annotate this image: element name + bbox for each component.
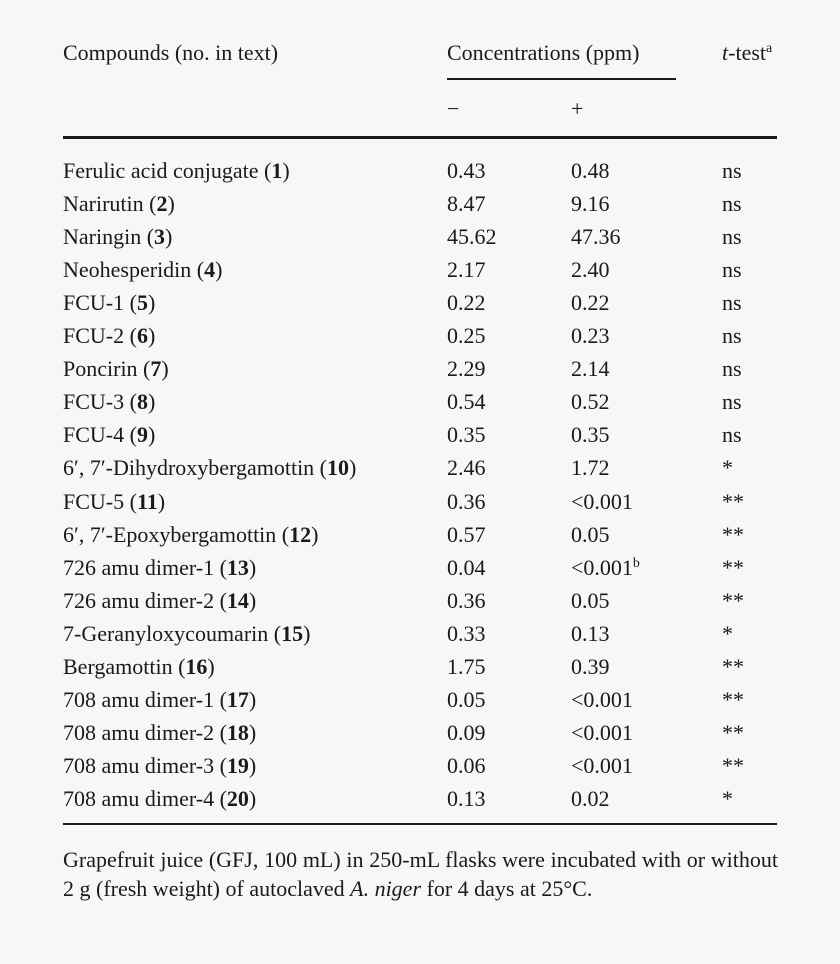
ttest-value — [722, 160, 742, 182]
plus-value-value: 0.52 — [571, 389, 610, 414]
minus-value — [447, 160, 486, 182]
compound-number: 5 — [136, 290, 148, 315]
plus-value-value: <0.001 — [571, 687, 633, 712]
compound-number: 13 — [226, 555, 249, 580]
minus-value — [447, 722, 486, 744]
plus-value-value: 0.35 — [571, 422, 610, 447]
ttest-value — [722, 226, 742, 248]
ttest-value-value: * — [722, 621, 733, 646]
compound-number: 12 — [289, 522, 312, 547]
compound-close: ) — [248, 687, 257, 712]
compound-close: ) — [248, 720, 257, 745]
compound-label: Ferulic acid conjugate ( — [63, 158, 272, 183]
plus-value-value: 0.39 — [571, 654, 610, 679]
compound-name — [63, 689, 256, 711]
minus-value-value: 0.54 — [447, 389, 486, 414]
ttest-value-value: * — [722, 786, 733, 811]
ttest-value-value: ns — [722, 257, 742, 282]
ttest-value — [722, 491, 744, 513]
ttest-value-value: ns — [722, 422, 742, 447]
compound-close: ) — [215, 257, 223, 282]
compound-name — [63, 325, 155, 347]
ttest-value-value: ns — [722, 389, 742, 414]
header-ttest — [722, 42, 772, 64]
minus-value-value: 0.04 — [447, 555, 486, 580]
plus-value — [571, 557, 640, 579]
plus-value-value: 2.40 — [571, 257, 610, 282]
minus-value-value: 0.57 — [447, 522, 486, 547]
plus-value-value: 2.14 — [571, 356, 610, 381]
plus-footnote-mark: b — [632, 556, 640, 571]
compound-label: 708 amu dimer-4 ( — [63, 786, 227, 811]
plus-value — [571, 292, 610, 314]
minus-value — [447, 590, 486, 612]
compound-close: ) — [165, 224, 173, 249]
header-ttest-sup: a — [766, 41, 773, 56]
plus-value-value: 0.23 — [571, 323, 610, 348]
ttest-value — [722, 391, 742, 413]
ttest-value — [722, 325, 742, 347]
minus-value-value: 0.36 — [447, 588, 486, 613]
compound-name — [63, 623, 310, 645]
header-concentrations: Concentrations (ppm) — [447, 40, 640, 65]
minus-value-value: 0.06 — [447, 753, 486, 778]
compound-number: 14 — [226, 588, 249, 613]
ttest-value — [722, 358, 742, 380]
ttest-value — [722, 623, 733, 645]
compound-number: 16 — [185, 654, 208, 679]
minus-value-value: 1.75 — [447, 654, 486, 679]
compound-label: 7-Geranyloxycoumarin ( — [63, 621, 282, 646]
header-rule — [63, 136, 777, 139]
compound-label: 6′, 7′-Epoxybergamottin ( — [63, 522, 290, 547]
ttest-value-value: ns — [722, 191, 742, 216]
minus-value — [447, 193, 486, 215]
compound-close: ) — [248, 588, 257, 613]
compound-name — [63, 491, 165, 513]
compound-number: 15 — [281, 621, 304, 646]
compound-name — [63, 193, 175, 215]
minus-value-value: 0.13 — [447, 786, 486, 811]
ttest-value — [722, 457, 733, 479]
plus-value — [571, 491, 633, 513]
minus-value — [447, 755, 486, 777]
compound-number: 6 — [136, 323, 148, 348]
minus-value — [447, 623, 486, 645]
compound-close: ) — [157, 489, 166, 514]
plus-value-value: 1.72 — [571, 455, 610, 480]
plus-value-value: 9.16 — [571, 191, 610, 216]
compound-label: 708 amu dimer-3 ( — [63, 753, 227, 778]
ttest-value-value: ns — [722, 356, 742, 381]
header-ttest-italic: t — [722, 40, 729, 65]
compound-label: FCU-2 ( — [63, 323, 137, 348]
plus-value-value: 0.05 — [571, 522, 610, 547]
compound-label: 6′, 7′-Dihydroxybergamottin ( — [63, 455, 328, 480]
header-ttest-rest: -test — [728, 40, 767, 65]
compound-label: FCU-5 ( — [63, 489, 137, 514]
compound-name — [63, 722, 256, 744]
ttest-value — [722, 656, 744, 678]
ttest-value — [722, 292, 742, 314]
ttest-value — [722, 524, 744, 546]
ttest-value-value: ** — [722, 687, 744, 712]
compound-close: ) — [248, 753, 257, 778]
compound-number: 7 — [150, 356, 162, 381]
compound-label: 708 amu dimer-2 ( — [63, 720, 227, 745]
header-minus: − — [447, 96, 460, 121]
plus-value-value: 0.02 — [571, 786, 610, 811]
plus-value-value: 47.36 — [571, 224, 621, 249]
plus-value — [571, 457, 610, 479]
compound-label: FCU-3 ( — [63, 389, 137, 414]
compound-name — [63, 524, 318, 546]
compound-name — [63, 160, 290, 182]
compound-name — [63, 292, 155, 314]
compound-close: ) — [311, 522, 319, 547]
plus-value — [571, 590, 610, 612]
ttest-value-value: ** — [722, 588, 744, 613]
compound-label: FCU-1 ( — [63, 290, 137, 315]
compound-label: 726 amu dimer-2 ( — [63, 588, 227, 613]
compound-number: 19 — [226, 753, 249, 778]
compound-name — [63, 391, 155, 413]
ttest-value — [722, 755, 744, 777]
plus-value-value: 0.05 — [571, 588, 610, 613]
minus-value — [447, 491, 486, 513]
minus-value — [447, 259, 486, 281]
minus-value-value: 0.09 — [447, 720, 486, 745]
compound-close: ) — [147, 290, 156, 315]
plus-value — [571, 325, 610, 347]
ttest-value — [722, 722, 744, 744]
ttest-value-value: ** — [722, 753, 744, 778]
plus-value-value: 0.13 — [571, 621, 610, 646]
footnote-part1: Grapefruit juice (GFJ, 100 mL) in 250-mL flasks were incubated with or without 2 g (fresh weight) of autoclaved — [63, 847, 778, 901]
compound-number: 20 — [226, 786, 249, 811]
compound-close: ) — [161, 356, 169, 381]
compound-number: 8 — [136, 389, 148, 414]
compound-number: 9 — [136, 422, 148, 447]
plus-value-value: <0.001 — [571, 489, 633, 514]
compound-name — [63, 788, 256, 810]
plus-value — [571, 755, 633, 777]
plus-value-value: <0.001 — [571, 753, 633, 778]
plus-value — [571, 226, 621, 248]
ttest-value — [722, 788, 733, 810]
minus-value-value: 0.22 — [447, 290, 486, 315]
compound-name — [63, 590, 256, 612]
minus-value-value: 8.47 — [447, 191, 486, 216]
plus-value — [571, 788, 610, 810]
header-compounds: Compounds (no. in text) — [63, 40, 279, 65]
compound-label: 726 amu dimer-1 ( — [63, 555, 227, 580]
minus-value — [447, 424, 486, 446]
plus-value — [571, 656, 610, 678]
minus-value-value: 45.62 — [447, 224, 497, 249]
minus-value — [447, 457, 486, 479]
compound-close: ) — [147, 389, 156, 414]
minus-value-value: 2.46 — [447, 455, 486, 480]
minus-value — [447, 524, 486, 546]
compound-name — [63, 424, 155, 446]
plus-value — [571, 623, 610, 645]
compound-close: ) — [207, 654, 215, 679]
minus-value — [447, 226, 497, 248]
minus-value — [447, 656, 486, 678]
compound-name — [63, 259, 222, 281]
ttest-value — [722, 689, 744, 711]
concentrations-underline — [447, 78, 676, 80]
compound-number: 11 — [136, 489, 158, 514]
minus-value — [447, 325, 486, 347]
plus-value — [571, 391, 610, 413]
ttest-value-value: ns — [722, 158, 742, 183]
compound-name — [63, 755, 256, 777]
minus-value — [447, 788, 486, 810]
plus-value — [571, 722, 633, 744]
compound-name — [63, 557, 256, 579]
compound-name — [63, 358, 169, 380]
compound-number: 2 — [156, 191, 168, 216]
compound-label: Neohesperidin ( — [63, 257, 205, 282]
ttest-value — [722, 193, 742, 215]
compound-label: Poncirin ( — [63, 356, 151, 381]
ttest-value-value: ns — [722, 290, 742, 315]
ttest-value — [722, 590, 744, 612]
ttest-value-value: ns — [722, 323, 742, 348]
ttest-value-value: ** — [722, 522, 744, 547]
minus-value — [447, 557, 486, 579]
compound-close: ) — [147, 422, 156, 447]
ttest-value — [722, 424, 742, 446]
plus-value — [571, 689, 633, 711]
minus-value-value: 2.29 — [447, 356, 486, 381]
plus-value — [571, 259, 610, 281]
minus-value-value: 0.33 — [447, 621, 486, 646]
compound-close: ) — [303, 621, 311, 646]
compound-close: ) — [248, 786, 257, 811]
plus-value — [571, 193, 610, 215]
minus-value — [447, 391, 486, 413]
footnote-species: A. niger — [350, 876, 422, 901]
minus-value-value: 0.36 — [447, 489, 486, 514]
plus-value — [571, 524, 610, 546]
ttest-value-value: ns — [722, 224, 742, 249]
bottom-rule — [63, 823, 777, 825]
minus-value-value: 2.17 — [447, 257, 486, 282]
compound-name — [63, 656, 215, 678]
minus-value-value: 0.35 — [447, 422, 486, 447]
compound-name — [63, 226, 172, 248]
plus-value — [571, 424, 610, 446]
plus-value-value: 0.48 — [571, 158, 610, 183]
compound-number: 10 — [327, 455, 350, 480]
minus-value — [447, 689, 486, 711]
compound-label: 708 amu dimer-1 ( — [63, 687, 227, 712]
plus-value — [571, 160, 610, 182]
minus-value — [447, 358, 486, 380]
compound-number: 4 — [204, 257, 216, 282]
compound-label: FCU-4 ( — [63, 422, 137, 447]
compound-close: ) — [349, 455, 357, 480]
plus-value-value: 0.22 — [571, 290, 610, 315]
compound-label: Bergamottin ( — [63, 654, 186, 679]
plus-value-value: <0.001 — [571, 555, 633, 580]
plus-value — [571, 358, 610, 380]
ttest-value — [722, 259, 742, 281]
footnote-part2: for 4 days at 25°C. — [421, 876, 593, 901]
header-plus: + — [571, 96, 584, 121]
compound-close: ) — [167, 191, 175, 216]
ttest-value-value: ** — [722, 654, 744, 679]
compound-number: 1 — [271, 158, 283, 183]
compound-number: 17 — [226, 687, 249, 712]
ttest-value — [722, 557, 744, 579]
plus-value-value: <0.001 — [571, 720, 633, 745]
compound-close: ) — [282, 158, 290, 183]
ttest-value-value: * — [722, 455, 733, 480]
compound-label: Narirutin ( — [63, 191, 157, 216]
compound-close: ) — [248, 555, 257, 580]
compound-name — [63, 457, 356, 479]
minus-value — [447, 292, 486, 314]
minus-value-value: 0.05 — [447, 687, 486, 712]
minus-value-value: 0.25 — [447, 323, 486, 348]
footnote — [63, 845, 778, 903]
ttest-value-value: ** — [722, 720, 744, 745]
ttest-value-value: ** — [722, 555, 744, 580]
compound-number: 3 — [154, 224, 166, 249]
minus-value-value: 0.43 — [447, 158, 486, 183]
compound-close: ) — [147, 323, 156, 348]
compound-label: Naringin ( — [63, 224, 155, 249]
ttest-value-value: ** — [722, 489, 744, 514]
compound-number: 18 — [226, 720, 249, 745]
